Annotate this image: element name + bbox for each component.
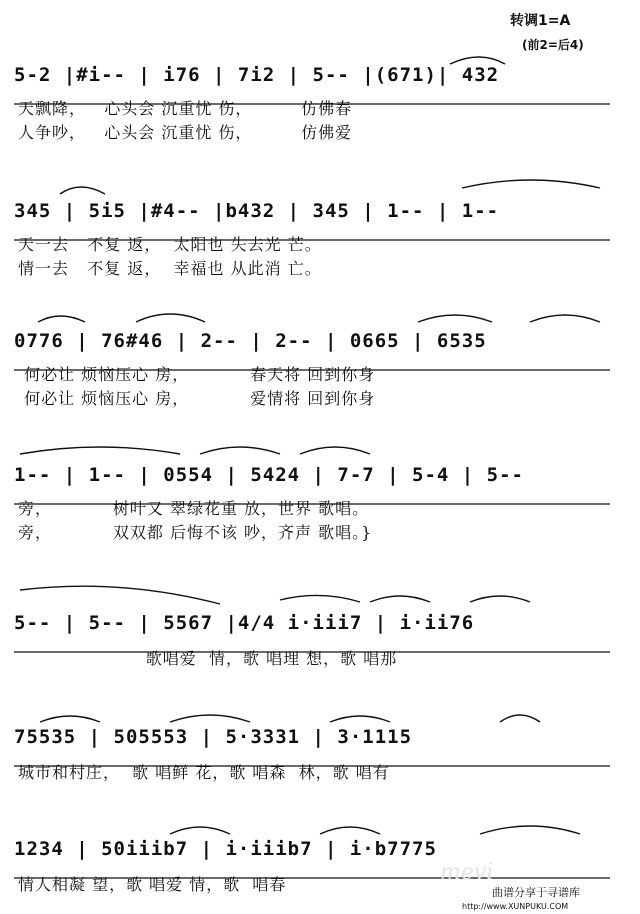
footer-site-label: 曲谱分享于寻谱库 xyxy=(492,886,580,899)
lyric-line-5: 歌唱爱 情，歌 唱理 想，歌 唱那 xyxy=(18,649,398,668)
key-signature: 转调1=A xyxy=(510,13,571,29)
lyric-line-3-verse-1: 何必让 烦恼压心 房， 春天将 回到你身 xyxy=(18,365,376,384)
watermark: mevi xyxy=(440,860,494,885)
key-note: (前2=后4) xyxy=(522,38,584,52)
lyric-line-1-verse-1: 天飘降， 心头会 沉重忧 伤， 仿佛春 xyxy=(18,99,353,118)
lyric-line-2-verse-1: 天一去 不复 返， 太阳也 失去光 芒。 xyxy=(18,235,322,254)
notes-line-6: 75535 | 505553 | 5·3331 | 3·1115 xyxy=(14,726,413,748)
lyric-line-1-verse-2: 人争吵， 心头会 沉重忧 伤， 仿佛爱 xyxy=(18,123,353,142)
lyric-line-4-verse-2: 旁， 双双都 后悔不该 吵，齐声 歌唱。} xyxy=(18,523,373,542)
notes-line-3: 0776 | 76#46 | 2-- | 2-- | 0665 | 6535 xyxy=(14,330,487,352)
lyric-line-6: 城市和村庄， 歌 唱鲜 花，歌 唱森 林，歌 唱有 xyxy=(18,763,390,782)
lyric-line-4-verse-1: 旁， 树叶又 翠绿花重 放，世界 歌唱。 xyxy=(18,499,370,518)
notes-line-4: 1-- | 1-- | 0554 | 5424 | 7-7 | 5-4 | 5-- xyxy=(14,464,524,486)
notes-line-5: 5-- | 5-- | 5567 |4/4 i·iii7 | i·ii76 xyxy=(14,612,475,634)
notes-line-1: 5-2 |#i-- | i76 | 7i2 | 5-- |(671)| 432 xyxy=(14,64,500,86)
lyric-line-2-verse-2: 情一去 不复 返， 幸福也 从此消 亡。 xyxy=(18,259,322,278)
lyric-line-7: 情人相凝 望，歌 唱爱 情，歌 唱春 xyxy=(18,875,287,894)
footer-url[interactable]: http://www.XUNPUKU.COM xyxy=(462,902,569,911)
notes-line-7: 1234 | 50iiib7 | i·iiib7 | i·b7775 xyxy=(14,838,437,860)
notes-line-2: 345 | 5i5 |#4-- |b432 | 345 | 1-- | 1-- xyxy=(14,200,500,222)
lyric-line-3-verse-2: 何必让 烦恼压心 房， 爱情将 回到你身 xyxy=(18,389,376,408)
